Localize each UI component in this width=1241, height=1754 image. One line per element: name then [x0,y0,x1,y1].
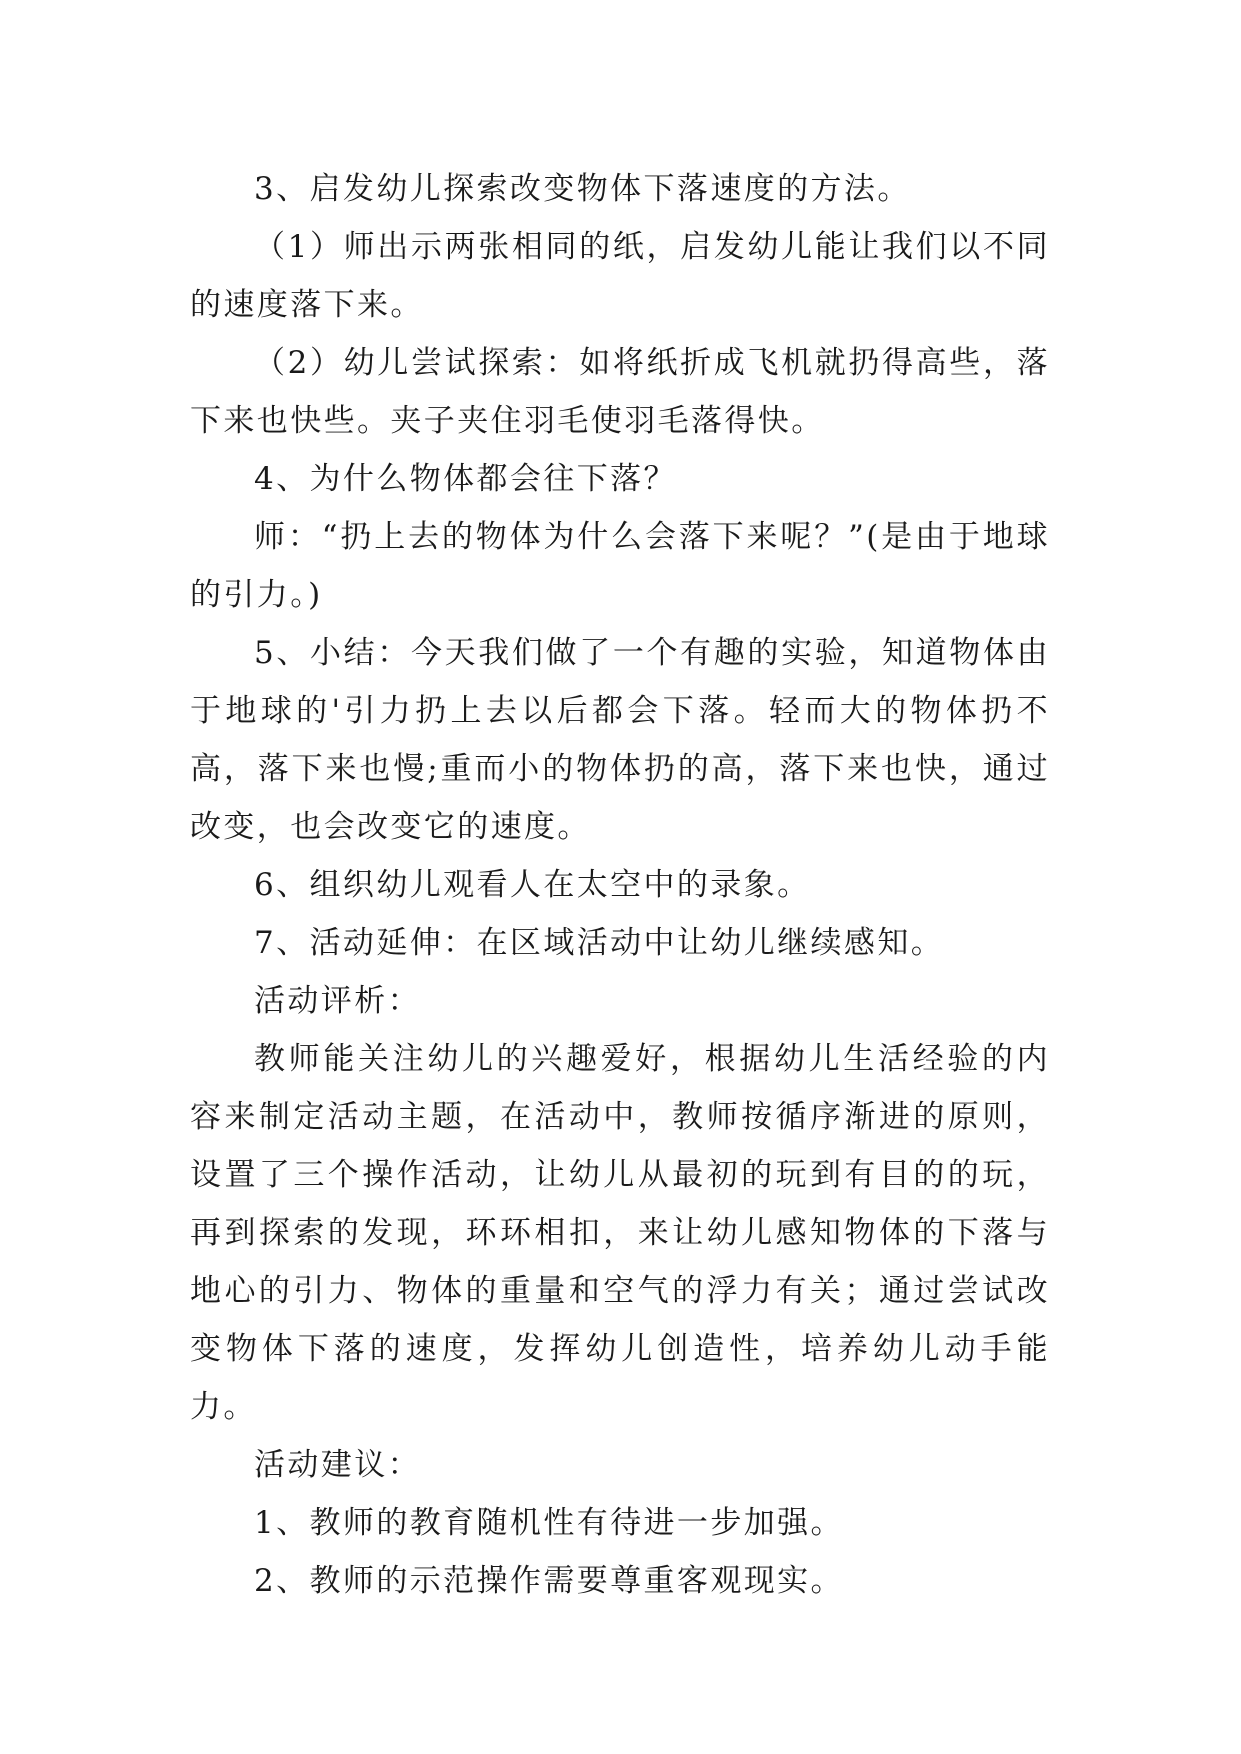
heading-activity-suggestions: 活动建议： [254,1447,421,1483]
heading-activity-evaluation: 活动评析： [254,983,421,1019]
paragraph-step-6: 6、组织幼儿观看人在太空中的录象。 [254,867,811,903]
paragraph-step-4: 4、为什么物体都会往下落？ [254,461,677,497]
paragraph-step-3-2: （2）幼儿尝试探索：如将纸折成飞机就扔得高些，落下来也快些。夹子夹住羽毛使羽毛落得快。 [190,345,1050,439]
document-body [190,160,1050,1610]
paragraph-teacher-question: 师：“扔上去的物体为什么会落下来呢？”(是由于地球的引力。) [190,519,1050,613]
paragraph-step-3-1: （1）师出示两张相同的纸，启发幼儿能让我们以不同的速度落下来。 [190,229,1050,323]
paragraph-step-7: 7、活动延伸：在区域活动中让幼儿继续感知。 [254,925,945,961]
paragraph-step-5-summary: 5、小结：今天我们做了一个有趣的实验，知道物体由于地球的'引力扔上去以后都会下落。轻而大的物体扔不高，落下来也慢;重而小的物体扔的高，落下来也快，通过改变，也会改变它的速度。 [190,635,1050,845]
paragraph-suggestion-1: 1、教师的教育随机性有待进一步加强。 [254,1505,844,1541]
paragraph-suggestion-2: 2、教师的示范操作需要尊重客观现实。 [254,1563,844,1599]
paragraph-step-3: 3、启发幼儿探索改变物体下落速度的方法。 [254,171,911,207]
paragraph-evaluation-body: 教师能关注幼儿的兴趣爱好，根据幼儿生活经验的内容来制定活动主题，在活动中，教师按循序渐进的原则，设置了三个操作活动，让幼儿从最初的玩到有目的的玩，再到探索的发现，环环相扣，来让幼儿感知物体的下落与地心的引力、物体的重量和空气的浮力有关；通过尝试改变物体下落的速度，发挥幼儿创造性，培养幼儿动手能力。 [190,1041,1050,1425]
